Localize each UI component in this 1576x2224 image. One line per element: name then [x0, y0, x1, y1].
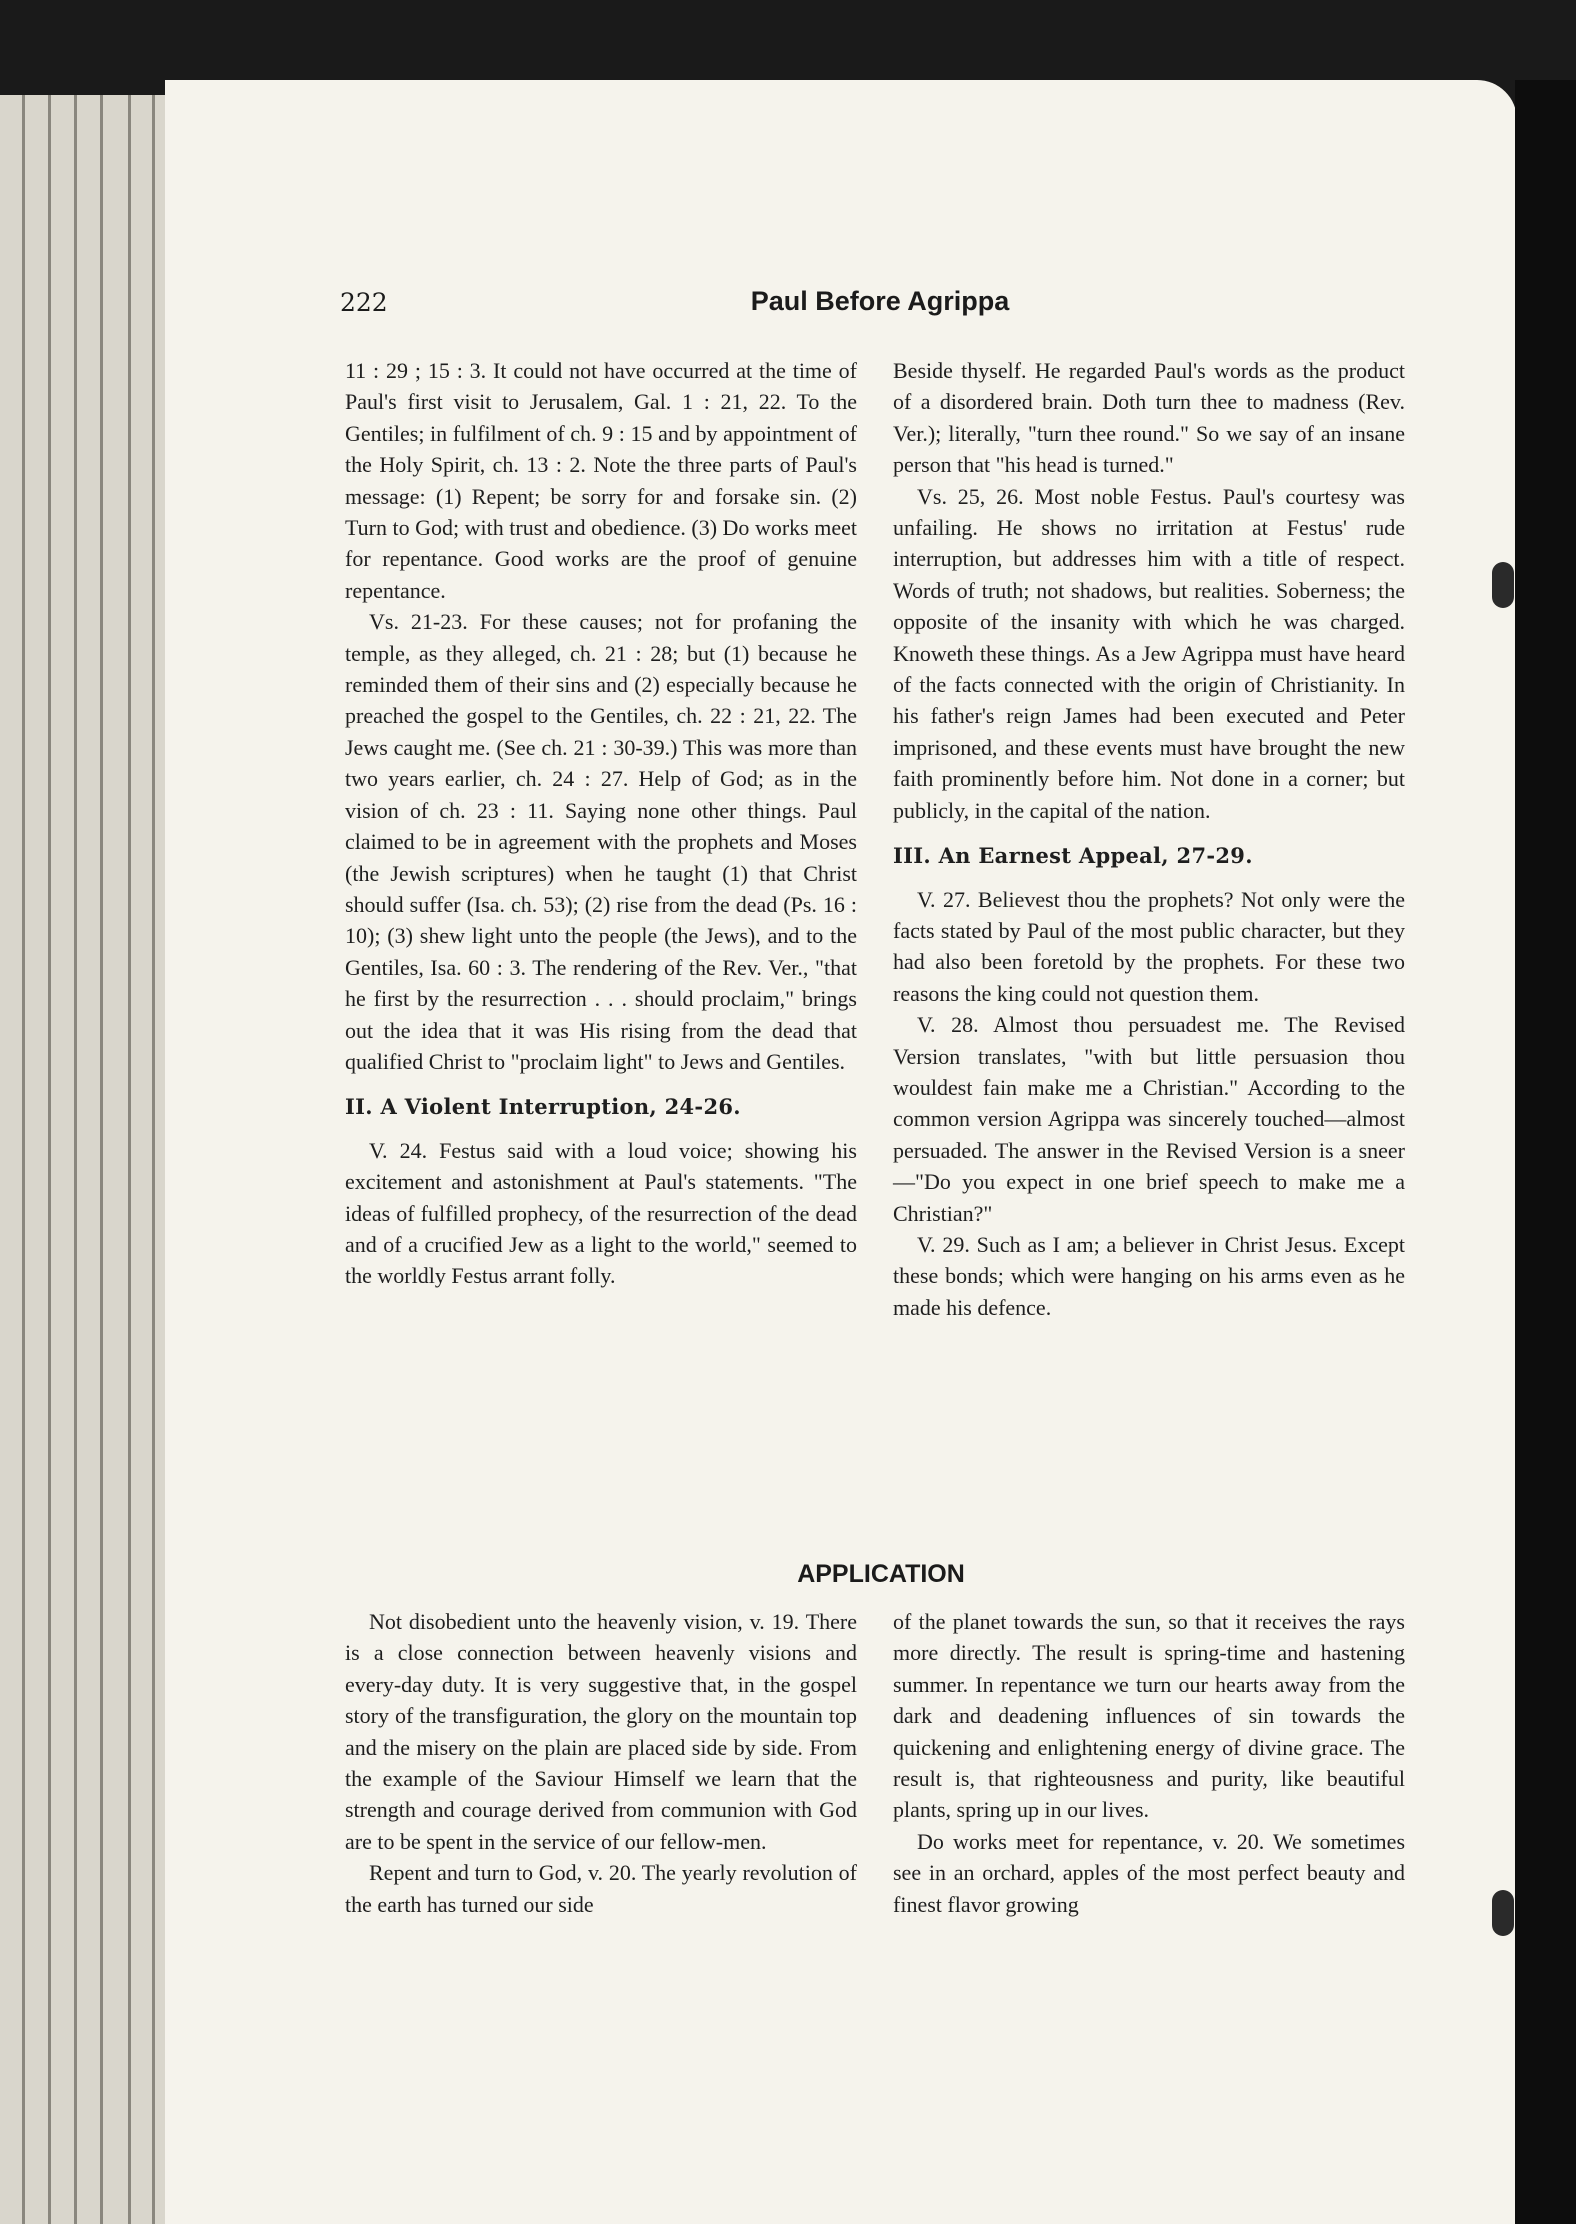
paragraph: Beside thyself. He regarded Paul's words as the product of a disordered brain. Doth turn thee to madness (Rev. Ver.); literally, "turn thee round." So we say of an insane person that "his head is turned.": [893, 358, 1405, 478]
paragraph: Repent and turn to God, v. 20. The yearly revolution of the earth has turned our side: [345, 1860, 857, 1917]
application-right-column: [893, 1606, 1405, 1920]
page-edge-line: [22, 95, 25, 2224]
page-edge-line: [48, 95, 51, 2224]
application-left-column: [345, 1606, 857, 1920]
right-column: [893, 355, 1405, 1323]
page-edge-line: [152, 95, 155, 2224]
paragraph: Not disobedient unto the heavenly vision, v. 19. There is a close connection between heavenly visions and every-day duty. It is very suggestive that, in the gospel story of the transfiguration, the glory on the mountain top and the misery on the plain are placed side by side. From the example of the Saviour Himself we learn that the strength and courage derived from communion with God are to be spent in the service of our fellow-men.: [345, 1609, 857, 1854]
left-column: [345, 355, 857, 1292]
page-edge-line: [74, 95, 77, 2224]
book-page-stack: [0, 95, 170, 2224]
page-header: [340, 288, 1420, 328]
paragraph: V. 24. Festus said with a loud voice; showing his excitement and astonishment at Paul's statements. "The ideas of fulfilled prophecy, of the resurrection of the dead and of a crucified Jew as a light to the world," seemed to the worldly Festus arrant folly.: [345, 1137, 857, 1289]
paragraph: V. 29. Such as I am; a believer in Christ Jesus. Except these bonds; which were hanging on his arms even as he made his defence.: [893, 1231, 1405, 1320]
paragraph: Vs. 21-23. For these causes; not for profaning the temple, as they alleged, ch. 21 : 28; but (1) because he reminded them of their sins and (2) especially because he preached the gospel to the Gentiles, ch. 22 : 21, 22. The Jews caught me. (See ch. 21 : 30-39.) This was more than two years earlier, ch. 24 : 27. Help of God; as in the vision of ch. 23 : 11. Saying none other things. Paul claimed to be in agreement with the prophets and Moses (the Jewish scriptures) when he taught (1) that Christ should suffer (Isa. ch. 53); (2) rise from the dead (Ps. 16 : 10); (3) shew light unto the people (the Jews), and to the Gentiles, Isa. 60 : 3. The rendering of the Rev. Ver., "that he first by the resurrection . . . should proclaim," brings out the idea that it was His rising from the dead that qualified Christ to "proclaim light" to Jews and Gentiles.: [345, 609, 857, 1074]
paragraph: of the planet towards the sun, so that it receives the rays more directly. The result is spring-time and hastening summer. In repentance we turn our hearts away from the dark and deadening influences of sin towards the quickening and enlightening energy of divine grace. The result is, that righteousness and purity, like beautiful plants, spring up in our lives.: [893, 1609, 1405, 1823]
page-edge-line: [128, 95, 131, 2224]
paragraph: V. 28. Almost thou persuadest me. The Revised Version translates, "with but little persuasion thou wouldest fain make me a Christian." According to the common version Agrippa was sincerely touched—almost persuaded. The answer in the Revised Version is a sneer—"Do you expect in one brief speech to make me a Christian?": [893, 1012, 1405, 1226]
section-heading: II. A Violent Interruption, 24-26.: [345, 1094, 741, 1120]
book-cover-edge: [1515, 80, 1576, 2224]
paragraph: V. 27. Believest thou the prophets? Not only were the facts stated by Paul of the most public character, but they had also been foretold by the prophets. For these two reasons the king could not question them.: [893, 886, 1405, 1006]
binding-clip: [1492, 562, 1514, 608]
section-heading: III. An Earnest Appeal, 27-29.: [893, 843, 1253, 869]
paragraph: Vs. 25, 26. Most noble Festus. Paul's courtesy was unfailing. He shows no irritation at Festus' rude interruption, but addresses him with a title of respect. Words of truth; not shadows, but realities. Soberness; the opposite of the insanity with which he was charged. Knoweth these things. As a Jew Agrippa must have heard of the facts connected with the origin of Christianity. In his father's reign James had been executed and Peter imprisoned, and these events must have brought the new faith prominently before him. Not done in a corner; but publicly, in the capital of the nation.: [893, 483, 1405, 823]
binding-clip: [1492, 1890, 1514, 1936]
paragraph: Do works meet for repentance, v. 20. We sometimes see in an orchard, apples of the most perfect beauty and finest flavor growing: [893, 1828, 1405, 1917]
application-heading: APPLICATION: [797, 1560, 965, 1588]
paragraph: 11 : 29 ; 15 : 3. It could not have occurred at the time of Paul's first visit to Jerusalem, Gal. 1 : 21, 22. To the Gentiles; in fulfilment of ch. 9 : 15 and by appointment of the Holy Spirit, ch. 13 : 2. Note the three parts of Paul's message: (1) Repent; be sorry for and forsake sin. (2) Turn to God; with trust and obedience. (3) Do works meet for repentance. Good works are the proof of genuine repentance.: [345, 358, 857, 603]
running-title: Paul Before Agrippa: [750, 286, 1010, 316]
page-number: 222: [340, 288, 388, 317]
page-edge-line: [100, 95, 103, 2224]
